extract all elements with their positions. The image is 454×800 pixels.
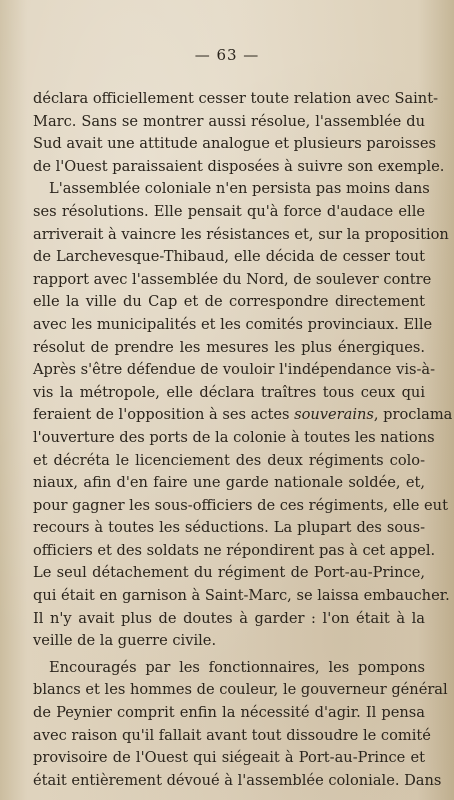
text-line: veille de la guerre civile. xyxy=(33,632,217,650)
text-line: niaux, afin d'en faire une garde nationale soldée, et, xyxy=(33,474,425,492)
text-line: avec les municipalités et les comités provinciaux. Elle xyxy=(33,315,433,333)
text-line: Encouragés par les fonctionnaires, les pompons xyxy=(49,658,425,676)
text-line: elle la ville du Cap et de correspondre directement xyxy=(33,293,425,311)
italic-word: souverains xyxy=(294,406,374,424)
text-line: Le seul détachement du régiment de Port-au-Prince, xyxy=(33,564,425,582)
text-line: déclara officiellement cesser toute relation avec Saint- xyxy=(33,90,439,107)
text-line: et décréta le licenciement des deux régiments colo- xyxy=(33,451,425,469)
text-fragment: feraient de l'opposition à ses actes xyxy=(33,406,295,424)
text-fragment: , proclama xyxy=(373,406,453,424)
text-line: blancs et les hommes de couleur, le gouverneur général xyxy=(33,681,448,699)
body-text xyxy=(33,88,453,792)
text-line: avec raison qu'il fallait avant tout dissoudre le comité xyxy=(33,726,431,744)
text-line: arriverait à vaincre les résistances et, sur la proposition xyxy=(33,225,449,243)
text-line: Après s'être défendue de vouloir l'indépendance vis-à- xyxy=(33,361,436,379)
text-line: l'ouverture des ports de la colonie à toutes les nations xyxy=(33,428,435,446)
text-line: rapport avec l'assemblée du Nord, de soulever contre xyxy=(33,270,432,288)
text-line-with-italic xyxy=(33,404,453,427)
text-line: recours à toutes les séductions. La plupart des sous- xyxy=(33,519,425,537)
page-number: — 63 — xyxy=(194,46,260,64)
text-line: qui était en garnison à Saint-Marc, se laissa embaucher. xyxy=(33,587,450,605)
text-line: de l'Ouest paraissaient disposées à suivre son exemple. xyxy=(33,157,445,175)
text-line: Sud avait une attitude analogue et plusieurs paroisses xyxy=(33,135,436,153)
text-line: L'assemblée coloniale n'en persista pas moins dans xyxy=(49,180,430,198)
text-line: Il n'y avait plus de doutes à garder : l'on était à la xyxy=(33,609,425,627)
paragraph-2 xyxy=(33,178,453,652)
paragraph-1 xyxy=(33,88,445,178)
text-line: Marc. Sans se montrer aussi résolue, l'assemblée du xyxy=(33,112,425,130)
text-line: de Larchevesque-Thibaud, elle décida de cesser tout xyxy=(33,248,425,266)
text-line: officiers et des soldats ne répondirent pas à cet appel. xyxy=(33,541,436,559)
text-line: résolut de prendre les mesures les plus énergiques. xyxy=(33,338,425,356)
text-line: pour gagner les sous-officiers de ces régiments, elle eut xyxy=(33,496,448,514)
text-line: de Peynier comprit enfin la nécessité d'agir. Il pensa xyxy=(33,704,425,722)
text-line: provisoire de l'Ouest qui siégeait à Port-au-Prince et xyxy=(33,749,425,767)
paragraph-3 xyxy=(33,657,448,793)
text-line: vis la métropole, elle déclara traîtres tous ceux qui xyxy=(33,383,425,401)
text-line: ses résolutions. Elle pensait qu'à force d'audace elle xyxy=(33,202,425,220)
text-line: était entièrement dévoué à l'assemblée coloniale. Dans xyxy=(33,771,442,789)
